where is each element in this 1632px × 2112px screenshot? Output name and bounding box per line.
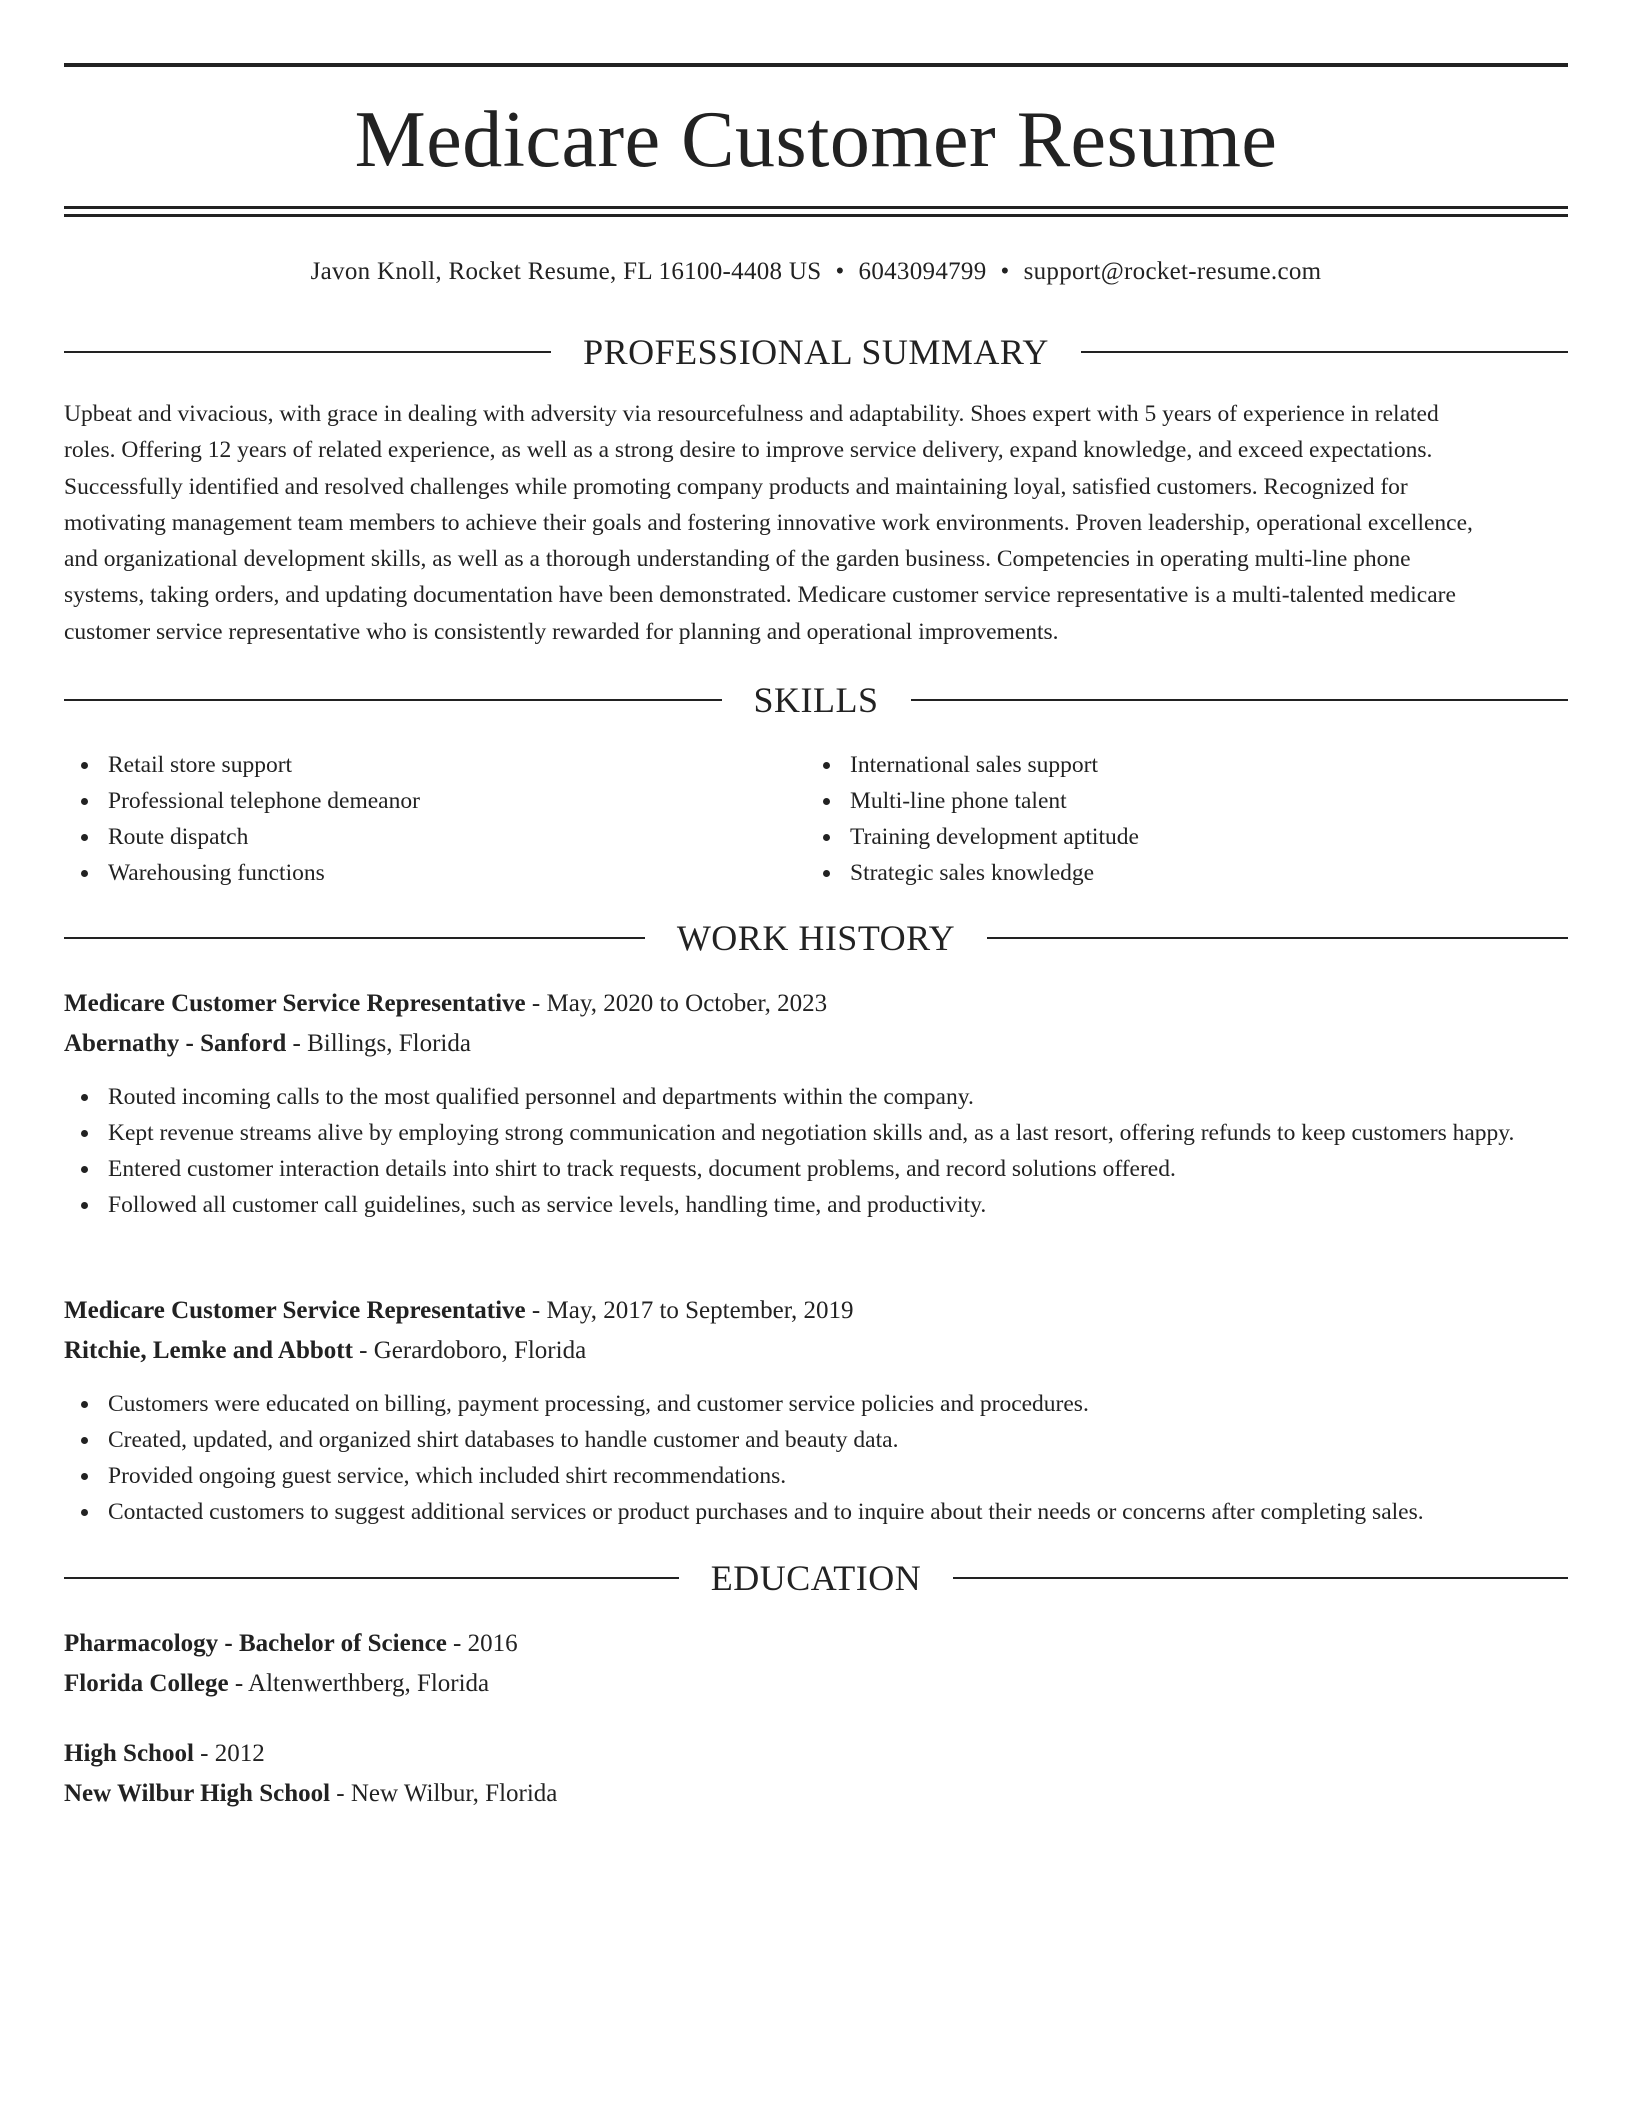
skill-item: Strategic sales knowledge [850, 855, 1550, 891]
title-rule-lower [64, 214, 1568, 217]
education-school-line [64, 1665, 1568, 1703]
job-company: Ritchie, Lemke and Abbott [64, 1337, 353, 1364]
education-location: - Altenwerthberg, Florida [228, 1670, 490, 1697]
section-title: EDUCATION [710, 1558, 922, 1598]
summary-line: Successfully identified and resolved challenges while promoting company products and maintaining loyal, satisfied customers. Recognized for [64, 473, 1408, 500]
contact-separator: • [1000, 258, 1010, 285]
job-duties [64, 1079, 1568, 1223]
skills-list-left [64, 747, 808, 891]
education-location: - New Wilbur, Florida [330, 1780, 558, 1807]
duty-item: Contacted customers to suggest additional services or product purchases and to inquire about their needs or concerns after completing sales. [108, 1494, 1612, 1530]
education-year: - 2012 [193, 1740, 265, 1767]
work-heading [64, 916, 1568, 960]
skill-item: Route dispatch [108, 819, 808, 855]
education-heading [64, 1556, 1568, 1600]
duty-item: Kept revenue streams alive by employing strong communication and negotiation skills and, as a last resort, offering refunds to keep customers happy. [108, 1115, 1568, 1151]
job-dates: - May, 2020 to October, 2023 [525, 990, 828, 1017]
summary-line: roles. Offering 12 years of related experience, as well as a strong desire to improve service delivery, expand knowledge, and exceed expectations. [64, 437, 1433, 464]
duty-item: Followed all customer call guidelines, such as service levels, handling time, and productivity. [108, 1187, 1568, 1223]
contact-line [64, 254, 1568, 290]
education-degree: High School [64, 1740, 194, 1767]
duty-item: Customers were educated on billing, payment processing, and customer service policies and procedures. [108, 1386, 1612, 1422]
heading-rule [911, 699, 1569, 701]
job-title: Medicare Customer Service Representative [64, 990, 526, 1017]
education-degree-line [64, 1625, 1568, 1663]
heading-rule [64, 1577, 679, 1579]
heading-rule [1081, 351, 1568, 353]
job-company: Abernathy - Sanford [64, 1030, 287, 1057]
job-location: - Billings, Florida [286, 1030, 471, 1057]
job-title-line [64, 985, 1568, 1023]
summary-line: customer service representative who is consistently rewarded for planning and operational improvements. [64, 618, 1059, 645]
duty-item: Created, updated, and organized shirt databases to handle customer and beauty data. [108, 1422, 1612, 1458]
skill-item: International sales support [850, 747, 1550, 783]
job-duties [64, 1386, 1612, 1530]
contact-separator: • [835, 258, 845, 285]
skill-item: Training development aptitude [850, 819, 1550, 855]
duty-item: Provided ongoing guest service, which included shirt recommendations. [108, 1458, 1612, 1494]
job-company-line [64, 1332, 1568, 1370]
top-rule [64, 63, 1568, 67]
section-title: PROFESSIONAL SUMMARY [583, 332, 1049, 372]
skill-item: Professional telephone demeanor [108, 783, 808, 819]
job-company-line [64, 1025, 1568, 1063]
contact-email: support@rocket-resume.com [1023, 258, 1322, 285]
skill-item: Retail store support [108, 747, 808, 783]
job-title-line [64, 1292, 1568, 1330]
skills-heading [64, 678, 1568, 722]
heading-rule [987, 937, 1568, 939]
skill-item: Warehousing functions [108, 855, 808, 891]
summary-line: and organizational development skills, as well as a thorough understanding of the garden business. Competencies in operating multi-line phone [64, 546, 1411, 573]
education-school: New Wilbur High School [64, 1780, 331, 1807]
job-title: Medicare Customer Service Representative [64, 1297, 526, 1324]
education-school-line [64, 1775, 1568, 1813]
heading-rule [953, 1577, 1568, 1579]
duty-item: Routed incoming calls to the most qualified personnel and departments within the company. [108, 1079, 1568, 1115]
summary-line: Upbeat and vivacious, with grace in dealing with adversity via resourcefulness and adaptability. Shoes expert with 5 years of experience in related [64, 401, 1439, 427]
contact-phone: 6043094799 [858, 258, 987, 285]
summary-line: motivating management team members to achieve their goals and fostering innovative work environments. Proven leadership, operational excellence, [64, 509, 1473, 536]
education-degree: Pharmacology - Bachelor of Science [64, 1630, 447, 1657]
section-title: SKILLS [753, 680, 879, 720]
contact-address: Javon Knoll, Rocket Resume, FL 16100-4408 US [310, 258, 822, 285]
summary-text [64, 396, 1568, 650]
resume-title: Medicare Customer Resume [354, 96, 1278, 184]
job-location: - Gerardoboro, Florida [352, 1337, 587, 1364]
skills-list-right [806, 747, 1550, 891]
education-year: - 2016 [446, 1630, 518, 1657]
section-title: WORK HISTORY [676, 918, 956, 958]
duty-item: Entered customer interaction details into shirt to track requests, document problems, and record solutions offered. [108, 1151, 1568, 1187]
summary-line: systems, taking orders, and updating documentation have been demonstrated. Medicare customer service representative is a multi-talented medicare [64, 582, 1456, 609]
skill-item: Multi-line phone talent [850, 783, 1550, 819]
education-degree-line [64, 1735, 1568, 1773]
heading-rule [64, 937, 645, 939]
summary-heading [64, 330, 1568, 374]
heading-rule [64, 351, 551, 353]
education-school: Florida College [64, 1670, 229, 1697]
title-rule-upper [64, 206, 1568, 209]
heading-rule [64, 699, 722, 701]
job-dates: - May, 2017 to September, 2019 [525, 1297, 854, 1324]
